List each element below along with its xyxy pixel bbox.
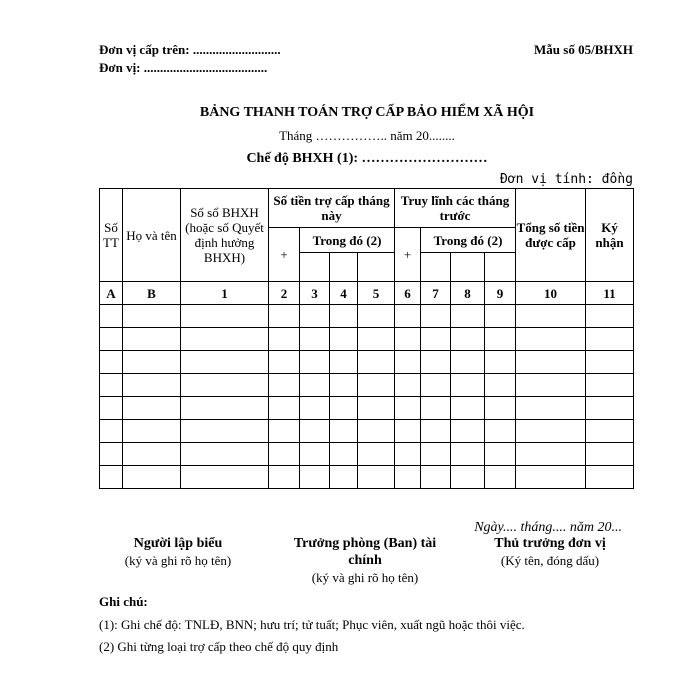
table-cell: [358, 420, 395, 443]
table-cell: [395, 351, 421, 374]
table-cell: [181, 351, 269, 374]
table-cell: [100, 328, 123, 351]
table-cell: [269, 351, 300, 374]
table-cell: [300, 443, 330, 466]
header-sub-5: [358, 253, 395, 282]
column-number-cell: 9: [485, 282, 516, 305]
table-cell: [421, 466, 451, 489]
table-cell: [586, 420, 634, 443]
table-cell: [485, 420, 516, 443]
unit-head-title: Thủ trưởng đơn vị: [494, 536, 606, 551]
table-row: [100, 328, 634, 351]
table-cell: [269, 443, 300, 466]
table-cell: [421, 374, 451, 397]
table-cell: [300, 351, 330, 374]
table-cell: [123, 397, 181, 420]
form-code: Mẫu số 05/BHXH: [534, 42, 633, 57]
table-cell: [451, 305, 485, 328]
table-cell: [358, 351, 395, 374]
table-cell: [181, 374, 269, 397]
table-cell: [330, 397, 358, 420]
table-cell: [123, 374, 181, 397]
table-cell: [123, 466, 181, 489]
header-sub-9: [485, 253, 516, 282]
table-cell: [300, 374, 330, 397]
table-cell: [181, 466, 269, 489]
header-name: Họ và tên: [123, 189, 181, 282]
note-1: (1): Ghi chế độ: TNLĐ, BNN; hưu trí; tử tuất; Phục viên, xuất ngũ hoặc thôi việc.: [99, 617, 525, 632]
table-cell: [330, 328, 358, 351]
table-cell: [100, 397, 123, 420]
header-sub-3: [300, 253, 330, 282]
table-row: [100, 397, 634, 420]
regime-line: Chế độ BHXH (1): ………………………: [246, 151, 488, 166]
table-row: [100, 305, 634, 328]
table-cell: [181, 420, 269, 443]
table-cell: [181, 443, 269, 466]
table-cell: [330, 420, 358, 443]
table-cell: [395, 397, 421, 420]
notes-heading: Ghi chú:: [99, 594, 148, 609]
column-number-cell: B: [123, 282, 181, 305]
table-cell: [358, 374, 395, 397]
column-number-cell: 3: [300, 282, 330, 305]
table-cell: [395, 374, 421, 397]
table-cell: [100, 466, 123, 489]
table-cell: [451, 420, 485, 443]
table-cell: [300, 420, 330, 443]
column-number-cell: 1: [181, 282, 269, 305]
table-cell: [358, 466, 395, 489]
table-cell: [100, 420, 123, 443]
column-number-cell: 5: [358, 282, 395, 305]
table-cell: [421, 397, 451, 420]
payment-table: [99, 188, 634, 489]
table-cell: [586, 443, 634, 466]
column-number-cell: 10: [516, 282, 586, 305]
column-number-cell: 11: [586, 282, 634, 305]
table-cell: [451, 351, 485, 374]
table-cell: [100, 351, 123, 374]
table-row: [100, 466, 634, 489]
table-cell: [516, 305, 586, 328]
header-back-pay: Truy lĩnh các tháng trước: [395, 189, 516, 228]
table-cell: [123, 443, 181, 466]
table-cell: [123, 328, 181, 351]
header-sub-7: [421, 253, 451, 282]
table-cell: [395, 466, 421, 489]
preparer-note: (ký và ghi rõ họ tên): [124, 553, 232, 568]
table-cell: [451, 328, 485, 351]
table-cell: [485, 374, 516, 397]
table-cell: [586, 305, 634, 328]
table-cell: [516, 397, 586, 420]
table-cell: [485, 351, 516, 374]
column-number-cell: 4: [330, 282, 358, 305]
table-cell: [300, 397, 330, 420]
finance-head-note: (ký và ghi rõ họ tên): [311, 570, 419, 585]
table-cell: [485, 443, 516, 466]
column-number-cell: 6: [395, 282, 421, 305]
header-sub-8: [451, 253, 485, 282]
header-plus-back-pay: +: [395, 228, 421, 282]
table-cell: [421, 305, 451, 328]
table-cell: [421, 351, 451, 374]
header-plus-this-month: +: [269, 228, 300, 282]
table-cell: [395, 420, 421, 443]
table-cell: [330, 351, 358, 374]
table-cell: [485, 466, 516, 489]
table-cell: [516, 328, 586, 351]
table-cell: [181, 328, 269, 351]
header-stt: Số TT: [100, 189, 123, 282]
table-cell: [100, 374, 123, 397]
table-cell: [330, 305, 358, 328]
table-cell: [451, 374, 485, 397]
table-cell: [123, 305, 181, 328]
table-row: [100, 351, 634, 374]
table-cell: [330, 443, 358, 466]
table-row: [100, 374, 634, 397]
header-sign: Ký nhận: [586, 189, 634, 282]
header-in-which-back-pay: Trong đó (2): [421, 228, 516, 253]
table-cell: [485, 305, 516, 328]
table-cell: [181, 397, 269, 420]
table-row: [100, 443, 634, 466]
unit-head-note: (Ký tên, đóng dấu): [500, 553, 600, 568]
table-cell: [269, 397, 300, 420]
column-number-cell: A: [100, 282, 123, 305]
table-cell: [358, 443, 395, 466]
unit-line: Đơn vị: ......................................: [99, 60, 268, 75]
table-cell: [516, 351, 586, 374]
header-in-which-this-month: Trong đó (2): [300, 228, 395, 253]
header-sub-4: [330, 253, 358, 282]
table-cell: [586, 328, 634, 351]
table-cell: [123, 420, 181, 443]
unit-of-measure: Đơn vị tính: đồng: [499, 172, 633, 187]
table-cell: [269, 466, 300, 489]
table-cell: [330, 374, 358, 397]
table-cell: [395, 305, 421, 328]
column-number-cell: 8: [451, 282, 485, 305]
table-cell: [100, 443, 123, 466]
column-numbering-row: [100, 282, 634, 305]
table-cell: [586, 351, 634, 374]
table-cell: [123, 351, 181, 374]
table-cell: [586, 374, 634, 397]
table-cell: [358, 328, 395, 351]
document-title: BẢNG THANH TOÁN TRỢ CẤP BẢO HIỂM XÃ HỘI: [199, 105, 535, 120]
table-cell: [181, 305, 269, 328]
table-cell: [300, 305, 330, 328]
table-cell: [300, 466, 330, 489]
header-book-number: Số sổ BHXH (hoặc số Quyết định hưởng BHXH): [181, 189, 269, 282]
table-cell: [395, 443, 421, 466]
table-cell: [485, 397, 516, 420]
table-cell: [421, 420, 451, 443]
header-this-month: Số tiền trợ cấp tháng này: [269, 189, 395, 228]
table-cell: [421, 443, 451, 466]
note-2: (2) Ghi từng loại trợ cấp theo chế độ quy định: [99, 639, 339, 654]
table-cell: [358, 397, 395, 420]
finance-head-title-line1: Trưởng phòng (Ban) tài: [293, 536, 437, 551]
finance-head-title-line2: chính: [348, 553, 382, 568]
signature-date-line: Ngày.... tháng.... năm 20...: [474, 520, 622, 535]
table-cell: [330, 466, 358, 489]
table-cell: [269, 305, 300, 328]
table-cell: [516, 443, 586, 466]
column-number-cell: 7: [421, 282, 451, 305]
preparer-title: Người lập biểu: [133, 536, 223, 551]
table-cell: [485, 328, 516, 351]
table-cell: [586, 466, 634, 489]
table-cell: [269, 374, 300, 397]
table-cell: [300, 328, 330, 351]
table-cell: [269, 328, 300, 351]
column-number-cell: 2: [269, 282, 300, 305]
table-cell: [269, 420, 300, 443]
table-cell: [451, 466, 485, 489]
table-cell: [516, 374, 586, 397]
table-cell: [451, 443, 485, 466]
table-cell: [516, 420, 586, 443]
table-cell: [516, 466, 586, 489]
table-cell: [100, 305, 123, 328]
table-cell: [358, 305, 395, 328]
parent-unit-line: Đơn vị cấp trên: ...........................: [99, 42, 281, 57]
table-cell: [586, 397, 634, 420]
table-cell: [451, 397, 485, 420]
table-cell: [421, 328, 451, 351]
table-row: [100, 420, 634, 443]
table-cell: [395, 328, 421, 351]
period-line: Tháng …………….. năm 20........: [279, 128, 455, 143]
header-total: Tổng số tiền được cấp: [516, 189, 586, 282]
